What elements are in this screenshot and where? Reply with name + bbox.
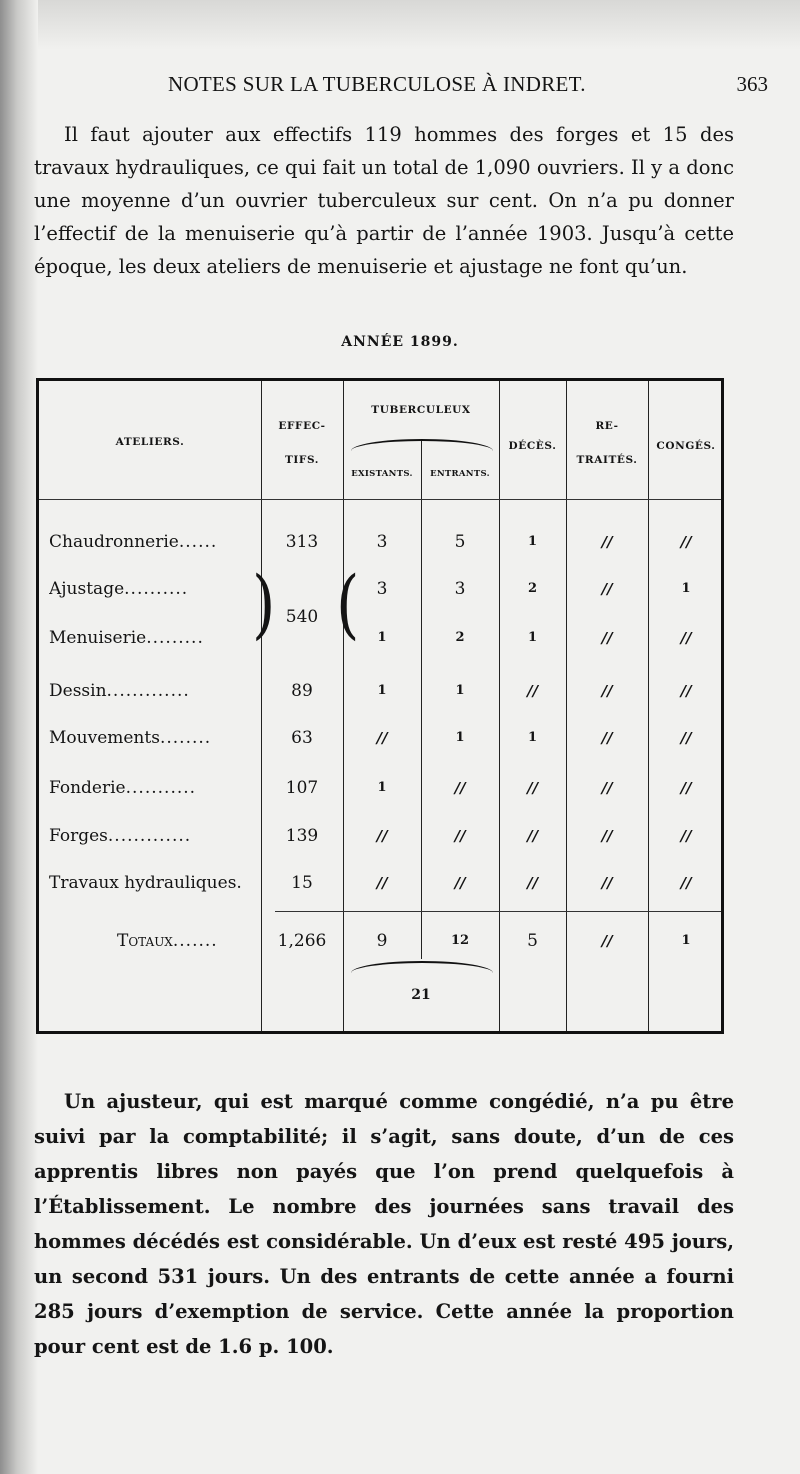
- atelier-label: Ajustage: [49, 579, 125, 599]
- entrants-cell: //: [454, 827, 466, 845]
- header-effectifs-1: EFFEC-: [278, 420, 326, 432]
- leader-dots: ........: [159, 728, 212, 748]
- retraites-cell: //: [601, 874, 613, 892]
- tuberculeux-sum: 21: [411, 987, 431, 1003]
- closing-paragraph-text: Un ajusteur, qui est marqué comme congédié, n’a pu être suivi par la comptabilité; il s’agit, sans doute, d’un de ces apprentis libres non payés que l’on prend quelquefois à l’Établissement. Le nombre des journées sans travail des hommes décédés est considérable. Un d’eux est resté 495 jours, un second 531 jours. Un des entrants de cette année a fourni 285 jours d’exemption de service. Cette année la proportion pour cent est de 1.6 p. 100.: [34, 1090, 734, 1358]
- deces-cell: 1: [527, 534, 538, 549]
- deces-cell: 1: [527, 730, 538, 745]
- retraites-cell: //: [601, 729, 613, 747]
- existants-cell: //: [376, 827, 388, 845]
- totals-rule: [275, 911, 721, 912]
- atelier-label: Chaudronnerie: [49, 532, 179, 552]
- tuberculeux-brace: [351, 439, 493, 451]
- effectif-cell: 89: [291, 681, 313, 701]
- entrants-cell: //: [454, 874, 466, 892]
- running-title: NOTES SUR LA TUBERCULOSE À INDRET.: [168, 72, 586, 96]
- conges-cell: //: [680, 729, 692, 747]
- totals-brace: [351, 961, 493, 973]
- atelier-name: [49, 676, 261, 706]
- table-row: [39, 623, 721, 653]
- leader-dots: ..........: [124, 579, 189, 599]
- header-retraites-1: RE-: [595, 420, 619, 432]
- retraites-cell: //: [601, 629, 613, 647]
- leader-dots: .: [236, 873, 243, 893]
- conges-cell: //: [680, 874, 692, 892]
- intro-paragraph: [34, 118, 734, 283]
- table-row: [39, 676, 721, 706]
- effectif-cell: 107: [285, 778, 319, 798]
- running-header: [168, 72, 768, 102]
- left-bracket: (: [336, 560, 360, 649]
- header-entrants: ENTRANTS.: [430, 469, 490, 479]
- entrants-cell: //: [454, 779, 466, 797]
- merged-effectif-ajustage-menuiserie: 540: [285, 607, 319, 627]
- statistics-table: [36, 378, 724, 1034]
- existants-cell: //: [376, 874, 388, 892]
- conges-cell: //: [680, 682, 692, 700]
- header-retraites-2: TRAITÉS.: [576, 454, 638, 466]
- atelier-label: Menuiserie: [49, 628, 147, 648]
- existants-cell: 1: [377, 630, 387, 645]
- leader-dots: ......: [178, 532, 218, 552]
- entrants-cell: 1: [455, 683, 465, 698]
- existants-cell: 1: [377, 683, 387, 698]
- table-row: [39, 773, 721, 803]
- table-row: [39, 821, 721, 851]
- totals-row: [39, 926, 721, 956]
- leader-dots: .........: [146, 628, 204, 648]
- deces-cell: //: [527, 827, 538, 845]
- leader-dots: .............: [106, 681, 190, 701]
- effectif-cell: 63: [291, 728, 313, 748]
- atelier-name: [49, 773, 261, 803]
- table-caption: ANNÉE 1899.: [341, 334, 459, 350]
- totals-existants: 9: [376, 931, 388, 951]
- page-gutter-shadow: [0, 0, 38, 1474]
- table-row: [39, 574, 721, 604]
- retraites-cell: //: [601, 827, 613, 845]
- header-effectifs-2: TIFS.: [284, 454, 320, 466]
- totals-retraites: //: [601, 932, 613, 950]
- atelier-label: Travaux hydrauliques: [49, 873, 237, 893]
- retraites-cell: //: [601, 779, 613, 797]
- intro-paragraph-text: Il faut ajouter aux effectifs 119 hommes des forges et 15 des travaux hydrauliques, ce qui fait un total de 1,090 ouvriers. Il y a donc une moyenne d’un ouvrier tuberculeux sur cent. On n’a pu donner l’effectif de la menuiserie qu’à partir de l’année 1903. Jusqu’à cette époque, les deux ateliers de menuiserie et ajustage ne font qu’un.: [34, 123, 734, 278]
- entrants-cell: 2: [455, 630, 465, 645]
- deces-cell: 1: [527, 630, 538, 645]
- atelier-name: [49, 868, 261, 898]
- atelier-name: [49, 821, 261, 851]
- header-existants: EXISTANTS.: [351, 469, 413, 479]
- right-bracket: ): [252, 560, 276, 649]
- atelier-label: Dessin: [49, 681, 107, 701]
- leader-dots: .............: [107, 826, 192, 846]
- deces-cell: //: [527, 682, 538, 700]
- existants-cell: 3: [376, 532, 388, 552]
- entrants-cell: 3: [454, 579, 466, 599]
- atelier-name: [49, 527, 261, 557]
- existants-cell: //: [376, 729, 388, 747]
- table-row: [39, 723, 721, 753]
- atelier-name: [49, 623, 261, 653]
- header-rule: [39, 499, 721, 500]
- table-row: [39, 527, 721, 557]
- conges-cell: 1: [681, 581, 691, 596]
- totals-label: [49, 926, 261, 956]
- totals-deces: 5: [527, 931, 538, 951]
- retraites-cell: //: [601, 533, 613, 551]
- conges-cell: //: [680, 779, 692, 797]
- effectif-cell: 313: [285, 532, 319, 552]
- totals-label-text: Totaux: [117, 931, 173, 951]
- deces-cell: //: [527, 779, 538, 797]
- totals-entrants: 12: [450, 933, 470, 948]
- atelier-name: [49, 574, 261, 604]
- entrants-cell: 5: [454, 532, 466, 552]
- atelier-label: Fonderie: [49, 778, 126, 798]
- conges-cell: //: [680, 533, 692, 551]
- closing-paragraph: [34, 1084, 734, 1364]
- retraites-cell: //: [601, 580, 613, 598]
- atelier-label: Forges: [49, 826, 108, 846]
- table-row: [39, 868, 721, 898]
- deces-cell: 2: [527, 581, 538, 596]
- header-tuberculeux: TUBERCULEUX: [371, 404, 471, 416]
- page-number: 363: [736, 72, 768, 96]
- totals-conges: 1: [681, 933, 691, 948]
- atelier-name: [49, 723, 261, 753]
- header-conges: CONGÉS.: [656, 440, 716, 452]
- entrants-cell: 1: [455, 730, 465, 745]
- leader-dots: ...........: [125, 778, 197, 798]
- atelier-label: Mouvements: [49, 728, 160, 748]
- effectif-cell: 139: [285, 826, 319, 846]
- header-ateliers: ATELIERS.: [115, 436, 185, 448]
- existants-cell: 1: [377, 780, 387, 795]
- conges-cell: //: [680, 629, 692, 647]
- conges-cell: //: [680, 827, 692, 845]
- totals-effectif: 1,266: [277, 931, 327, 951]
- totals-dots: .......: [172, 931, 218, 951]
- page-top-shade: [0, 0, 800, 50]
- deces-cell: //: [527, 874, 538, 892]
- existants-cell: 3: [376, 579, 388, 599]
- retraites-cell: //: [601, 682, 613, 700]
- header-deces: DÉCÈS.: [508, 440, 557, 452]
- effectif-cell: 15: [291, 873, 313, 893]
